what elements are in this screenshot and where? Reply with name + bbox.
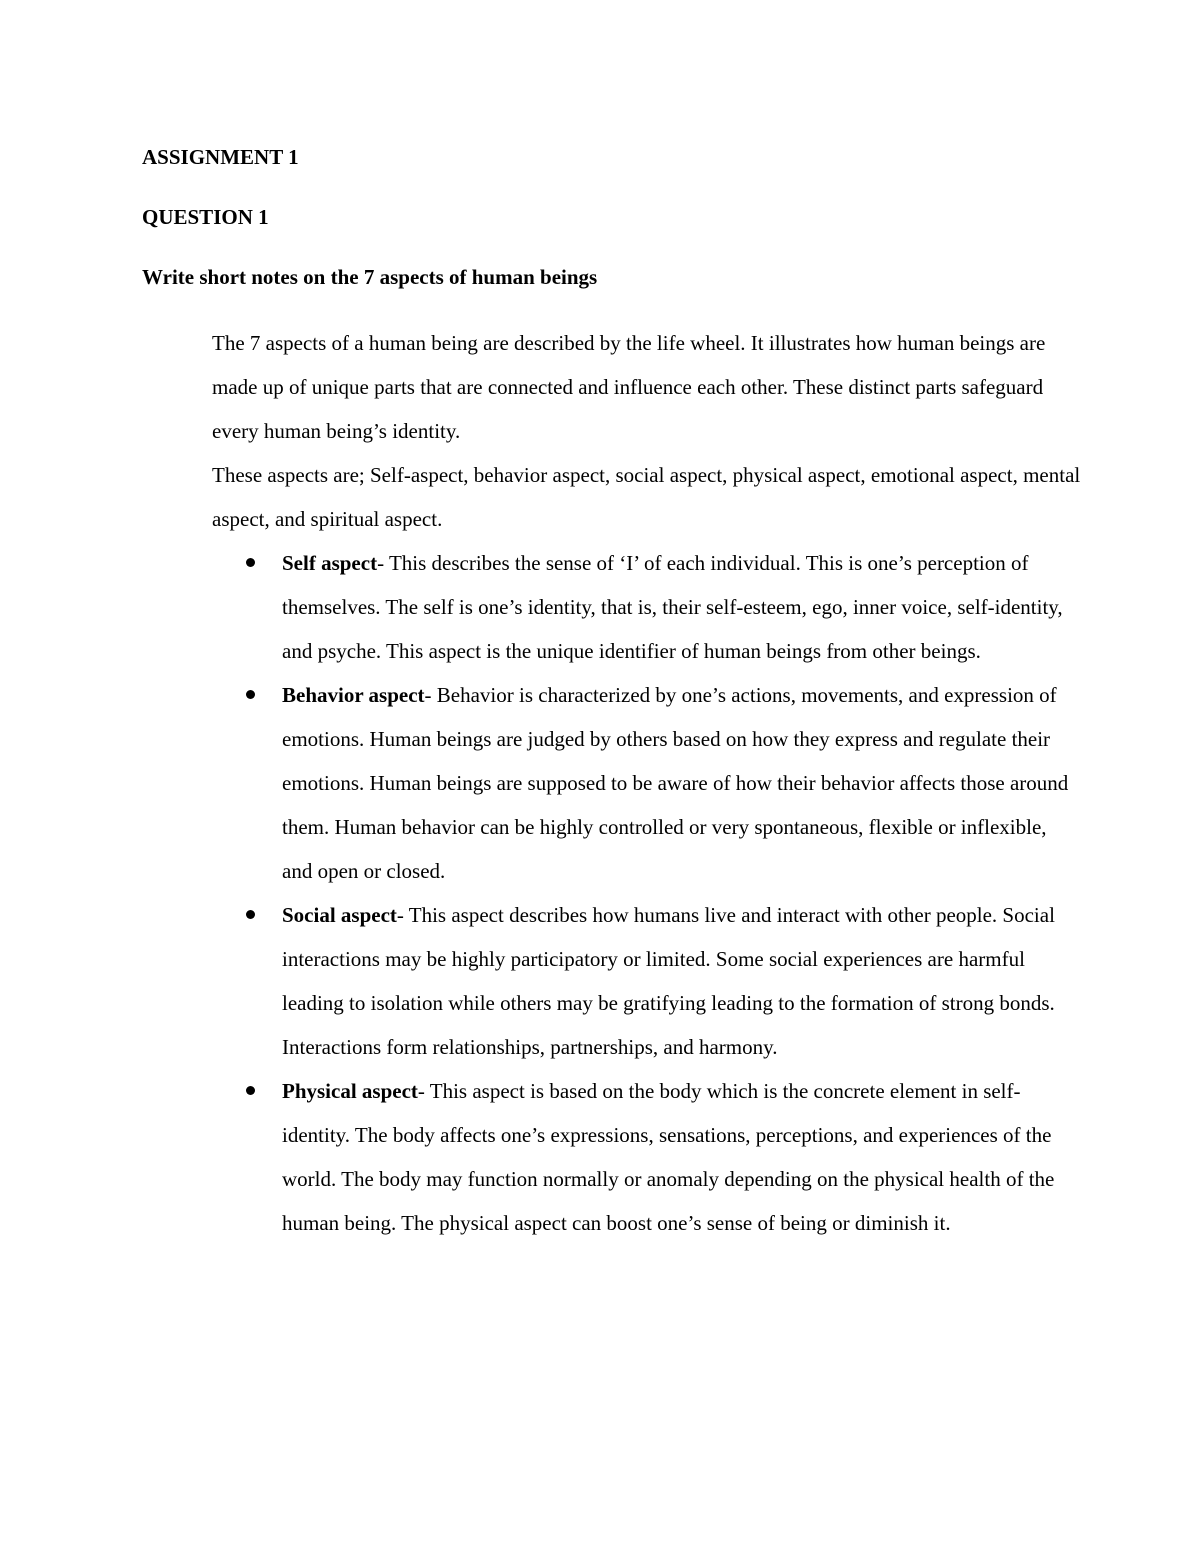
list-item [282,673,1082,893]
assignment-title: ASSIGNMENT 1 [142,145,299,169]
aspects-list-paragraph: These aspects are; Self-aspect, behavior aspect, social aspect, physical aspect, emotional aspect, mental aspect, and spiritual aspect. [212,463,1081,531]
list-item [282,893,1082,1069]
aspect-name: Physical aspect [282,1079,418,1103]
aspect-description: - This aspect describes how humans live and interact with other people. Social interactions may be highly participatory or limited. Some social experiences are harmful leading to isolation while others may be gratifying leading to the formation of strong bonds. Interactions form relationships, partnerships, and harmony. [282,903,1055,1059]
bullet-icon [246,690,255,699]
list-item [282,1069,1082,1245]
answer-body [212,321,1082,1245]
aspect-name: Behavior aspect [282,683,425,707]
aspects-bullet-list [212,541,1082,1245]
intro-paragraph: The 7 aspects of a human being are described by the life wheel. It illustrates how human beings are made up of unique parts that are connected and influence each other. These distinct parts safeguard every human being’s identity. [212,331,1046,443]
question-heading: QUESTION 1 [142,205,269,229]
aspect-name: Social aspect [282,903,397,927]
aspect-name: Self aspect [282,551,378,575]
question-prompt: Write short notes on the 7 aspects of human beings [142,265,598,289]
aspect-description: - This describes the sense of ‘I’ of each individual. This is one’s perception of themselves. The self is one’s identity, that is, their self-esteem, ego, inner voice, self-identity, and psyche. This aspect is the unique identifier of human beings from other beings. [282,551,1063,663]
aspect-description: - Behavior is characterized by one’s actions, movements, and expression of emotions. Human beings are judged by others based on how they express and regulate their emotions. Human beings are supposed to be aware of how their behavior affects those around them. Human behavior can be highly controlled or very spontaneous, flexible or inflexible, and open or closed. [282,683,1069,883]
bullet-icon [246,1086,255,1095]
aspect-description: - This aspect is based on the body which is the concrete element in self-identity. The body affects one’s expressions, sensations, perceptions, and experiences of the world. The body may function normally or anomaly depending on the physical health of the human being. The physical aspect can boost one’s sense of being or diminish it. [282,1079,1055,1235]
list-item [282,541,1082,673]
bullet-icon [246,910,255,919]
bullet-icon [246,558,255,567]
